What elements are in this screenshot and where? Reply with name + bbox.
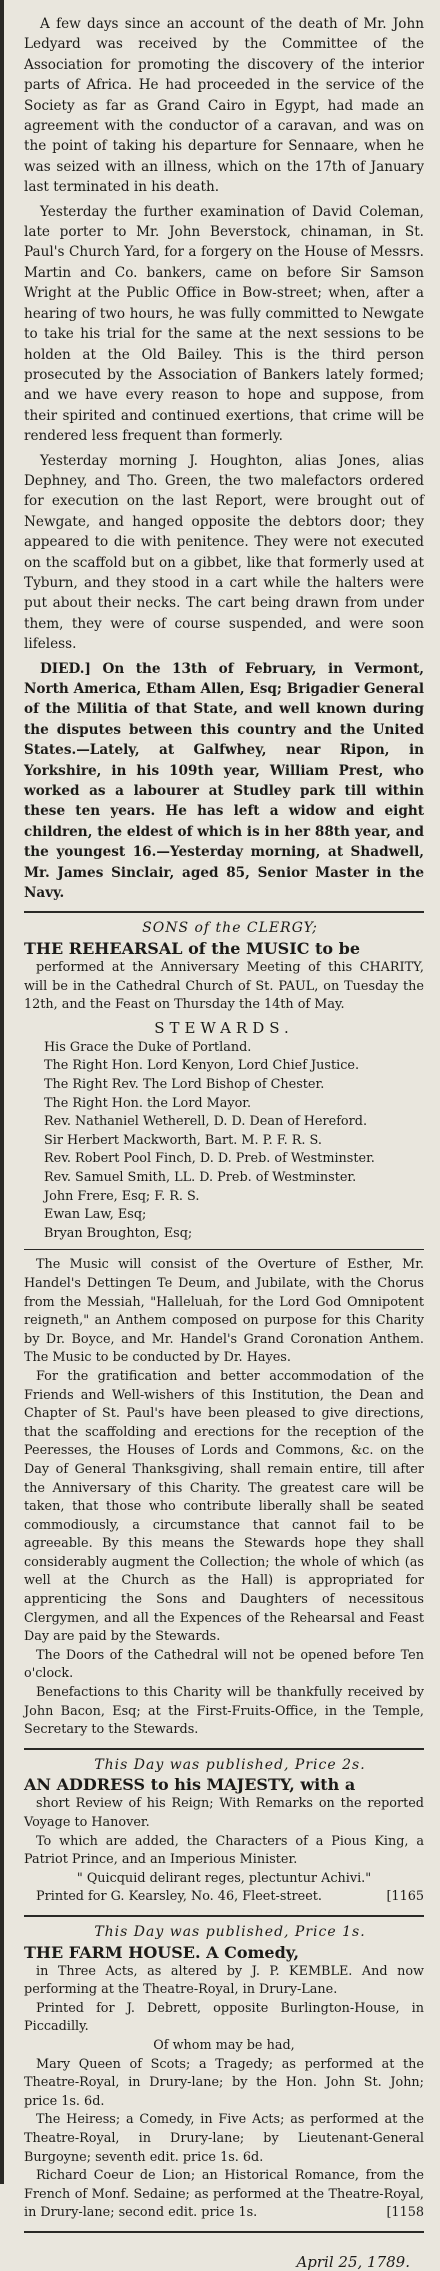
steward-item: John Frere, Esq; F. R. S.: [44, 1188, 200, 1204]
farm-ref: [1158: [386, 2205, 424, 2221]
clergy-kicker: SONS of the CLERGY;: [142, 920, 318, 937]
stewards-list: [44, 1039, 424, 1244]
execution-paragraph: Yesterday morning J. Houghton, alias Jones, alias Dephney, and Tho. Green, the two malefactors ordered for execution on the last Report, were brought out of Newgate, and hanged opposite the debtors door; they appeared to die with penitence. They were not executed on the scaffold but on a gibbet, like that formerly used at Tyburn, and they stood in a cart while the halters were put about their necks. The cart being drawn from under them, they were of course suspended, and were soon lifeless.: [24, 452, 424, 653]
clergy-advertisement: [24, 919, 424, 1739]
clergy-benefactions-paragraph: Benefactions to this Charity will be thankfully received by John Bacon, Esq; at the First-Fruits-Office, in the Temple, Secretary to the Stewards.: [24, 1685, 424, 1738]
farm-also-heading: Of whom may be had,: [153, 2037, 295, 2053]
address-motto: " Quicquid delirant reges, plectuntur Achivi.": [76, 1870, 372, 1886]
stewards-heading: STEWARDS.: [154, 1018, 294, 1037]
fold-line: [24, 1249, 424, 1250]
farm-item: The Heiress; a Comedy, in Five Acts; as performed at the Theatre-Royal, in Drury-lane; by Lieutenant-General Burgoyne; seventh edit. price 1s. 6d.: [24, 2112, 424, 2165]
section-divider: [24, 911, 424, 913]
clergy-music-paragraph: The Music will consist of the Overture of Esther, Mr. Handel's Dettingen Te Deum, and Jubilate, with the Chorus from the Messiah, "Halleluah, for the Lord God Omnipotent reigneth," an Anthem composed on purpose for this Charity by Dr. Boyce, and Mr. Handel's Grand Coronation Anthem. The Music to be conducted by Dr. Hayes.: [24, 1257, 424, 1366]
address-advertisement: [24, 1756, 424, 1907]
coleman-paragraph: Yesterday the further examination of David Coleman, late porter to Mr. John Beverstock, chinaman, in St. Paul's Church Yard, for a forgery on the House of Messrs. Martin and Co. bankers, came on before Sir Samson Wright at the Public Office in Bow-street; when, after a hearing of two hours, he was fully committed to Newgate to take his trial for the same at the next sessions to be holden at the Old Bailey. This is the third person prosecuted by the Association of Bankers lately formed; and we have every reason to hope and suppose, from their spirited and continued exertions, that crime will be rendered less frequent than formerly.: [24, 203, 424, 445]
steward-item: The Right Hon. the Lord Mayor.: [44, 1095, 252, 1111]
address-added: To which are added, the Characters of a Pious King, a Patriot Prince, and an Imperious Minister.: [24, 1833, 424, 1868]
clergy-headline: THE REHEARSAL of the MUSIC to be: [24, 939, 360, 959]
steward-item: The Right Hon. Lord Kenyon, Lord Chief Justice.: [44, 1058, 360, 1074]
steward-item: Ewan Law, Esq;: [44, 1207, 147, 1223]
farm-item-text: Richard Coeur de Lion; an Historical Romance, from the French of Monf. Sedaine; as performed at the Theatre-Royal, in Drury-lane; second edit. price 1s.: [24, 2168, 424, 2221]
died-paragraph: DIED.] On the 13th of February, in Vermont, North America, Etham Allen, Esq; Brigadier General of the Militia of that State, and well known during the disputes between this country and the United States.—Lately, at Galfwhey, near Ripon, in Yorkshire, in his 109th year, William Prest, who worked as a labourer at Studley park till within these ten years. He has left a widow and eight children, the eldest of which is in her 88th year, and the youngest 16.—Yesterday morning, at Shadwell, Mr. James Sinclair, aged 85, Senior Master in the Navy.: [24, 660, 424, 902]
farm-item: [24, 2167, 424, 2223]
address-kicker: This Day was published, Price 2s.: [94, 1756, 366, 1773]
clergy-doors-paragraph: The Doors of the Cathedral will not be opened before Ten o'clock.: [24, 1647, 424, 1682]
farm-body: in Three Acts, as altered by J. P. KEMBLE. And now performing at the Theatre-Royal, in Drury-Lane.: [24, 1963, 424, 1998]
address-printer-text: Printed for G. Kearsley, No. 46, Fleet-street.: [36, 1889, 322, 1905]
clergy-intro: performed at the Anniversary Meeting of this CHARITY, will be in the Cathedral Church of St. PAUL, on Tuesday the 12th, and the Feast on Thursday the 14th of May.: [24, 960, 424, 1013]
address-body: short Review of his Reign; With Remarks on the reported Voyage to Hanover.: [24, 1796, 424, 1830]
address-headline: AN ADDRESS to his MAJESTY, with a: [24, 1775, 356, 1795]
steward-item: His Grace the Duke of Portland.: [44, 1039, 252, 1055]
section-divider: [24, 2231, 424, 2233]
steward-item: Rev. Samuel Smith, LL. D. Preb. of Westminster.: [44, 1170, 357, 1185]
farm-printer: Printed for J. Debrett, opposite Burlington-House, in Piccadilly.: [24, 2000, 424, 2035]
steward-item: The Right Rev. The Lord Bishop of Chester.: [44, 1077, 325, 1093]
farm-house-advertisement: [24, 1923, 424, 2223]
steward-item: Rev. Robert Pool Finch, D. D. Preb. of Westminster.: [44, 1151, 375, 1167]
farm-headline: THE FARM HOUSE. A Comedy,: [24, 1942, 300, 1962]
farm-kicker: This Day was published, Price 1s.: [94, 1923, 366, 1940]
steward-item: Sir Herbert Mackworth, Bart. M. P. F. R. S.: [44, 1132, 322, 1148]
date-line: April 25, 1789.: [296, 2252, 410, 2271]
farm-item: Mary Queen of Scots; a Tragedy; as performed at the Theatre-Royal, in Drury-lane; by the Hon. John St. John; price 1s. 6d.: [24, 2056, 424, 2109]
steward-item: Bryan Broughton, Esq;: [44, 1225, 193, 1241]
ledyard-paragraph: A few days since an account of the death of Mr. John Ledyard was received by the Committee of the Association for promoting the discovery of the interior parts of Africa. He had proceeded in the service of the Society as far as Grand Cairo in Egypt, had made an agreement with the conductor of a caravan, and was on the point of taking his departure for Sennaare, when he was seized with an illness, which on the 17th of January last terminated in his death.: [24, 16, 424, 196]
address-printer: [24, 1888, 424, 1907]
clergy-accommodation-paragraph: For the gratification and better accommodation of the Friends and Well-wishers of this Institution, the Dean and Chapter of St. Paul's have been pleased to give directions, that the scaffolding and erections for the reception of the Peeresses, the Houses of Lords and Commons, &c. on the Day of General Thanksgiving, shall remain entire, till after the Anniversary of this Charity. The greatest care will be taken, that those who contribute liberally shall be seated commodiously, a circumstance that cannot fail to be agreeable. By this means the Stewards hope they shall considerably augment the Collection; the whole of which (as well at the Church as the Hall) is appropriated for apprenticing the Sons and Daughters of necessitous Clergymen, and all the Expences of the Rehearsal and Feast Day are paid by the Stewards.: [24, 1368, 424, 1645]
steward-item: Rev. Nathaniel Wetherell, D. D. Dean of Hereford.: [44, 1114, 368, 1130]
address-ref: [1165: [386, 1889, 424, 1905]
news-column: [24, 14, 424, 903]
section-divider: [24, 1915, 424, 1917]
section-divider: [24, 1748, 424, 1750]
